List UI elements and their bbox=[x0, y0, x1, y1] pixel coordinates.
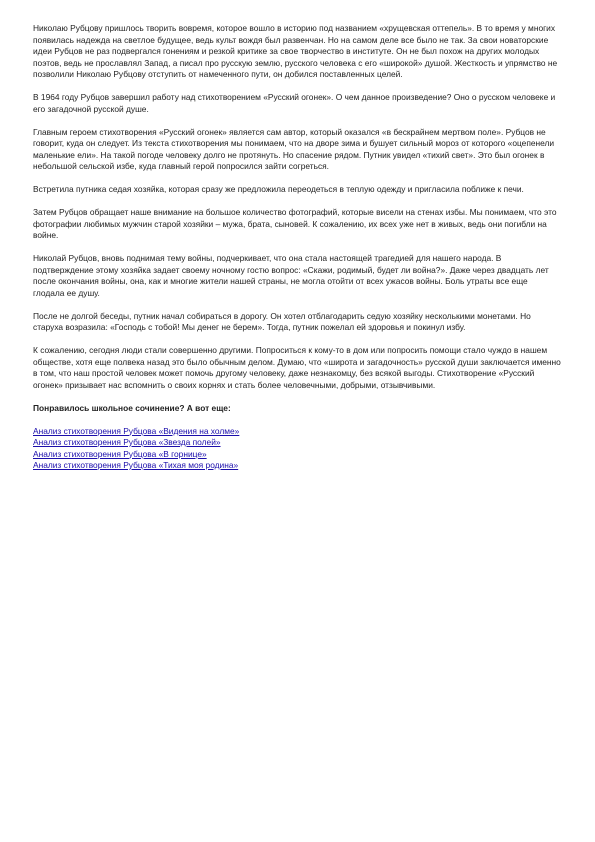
list-item bbox=[33, 460, 561, 472]
paragraph-2: В 1964 году Рубцов завершил работу над стихотворением «Русский огонек». О чем данное произведение? Оно о русском человеке и его загадочной русской душе. bbox=[33, 92, 556, 114]
related-links-list bbox=[33, 426, 561, 472]
paragraph-1: Николаю Рубцову пришлось творить вовремя, которое вошло в историю под названием «хрущевская оттепель». В то время у многих появилась надежда на светлое будущее, ведь культ вождя был развенчан. Но на самом деле все было не так. За свои новаторские идеи Рубцов не раз подвергался гонениям и резкой критике за свое творчество в институте. Он не был похож на других молодых поэтов, ведь не прославлял Запад, а писал про русскую землю, русского человека с его «широкой» душой. Жесткость и упрямство не позволили Николаю Рубцову отступить от намеченного пути, он добился поставленных целей. bbox=[33, 23, 558, 79]
document-page bbox=[33, 23, 561, 472]
related-link-zvezda-poley[interactable]: Анализ стихотворения Рубцова «Звезда полей» bbox=[33, 437, 221, 447]
paragraph-5: Затем Рубцов обращает наше внимание на большое количество фотографий, которые висели на стенах избы. Мы понимаем, что это фотографии любимых мужчин старой хозяйки – мужа, брата, сыновей. К сожалению, их всех уже нет в живых, ведь они погибли на войне. bbox=[33, 207, 557, 240]
paragraph-4: Встретила путника седая хозяйка, которая сразу же предложила переодеться в теплую одежду и пригласила поближе к печи. bbox=[33, 184, 524, 194]
related-heading: Понравилось школьное сочинение? А вот еще: bbox=[33, 402, 231, 413]
list-item bbox=[33, 437, 561, 449]
related-essays bbox=[33, 403, 561, 472]
paragraph-7: После не долгой беседы, путник начал собираться в дорогу. Он хотел отблагодарить седую хозяйку несколькими монетами. Но старуха возразила: «Господь с тобой! Мы денег не берем». Тогда, путник пожелал ей здоровья и покинул избу. bbox=[33, 310, 531, 332]
list-item bbox=[33, 426, 561, 438]
related-link-v-gornitse[interactable]: Анализ стихотворения Рубцова «В горнице» bbox=[33, 448, 207, 459]
paragraph-6: Николай Рубцов, вновь поднимая тему войны, подчеркивает, что она стала настоящей трагедией для нашего народа. В подтверждение этому хозяйка задает своему ночному гостю вопрос: «Скажи, родимый, будет ли война?». Даже через двадцать лет после окончания войны, она, как и многие жители нашей страны, не могла отойти от всех ужасов войны. Боль утраты все еще глодала ее душу. bbox=[33, 253, 549, 298]
related-link-tikhaya-rodina[interactable]: Анализ стихотворения Рубцова «Тихая моя родина» bbox=[33, 460, 239, 470]
paragraph-3: Главным героем стихотворения «Русский огонек» является сам автор, который оказался «в бескрайнем мертвом поле». Рубцов не говорит, куда он следует. Из текста стихотворения мы понимаем, что на дворе зима и бушует сильный мороз от которого «оцепенели маленькие ели». На такой погоде человеку долго не протянуть. Но спасение рядом. Путник увидел «тихий свет». Это был огонек в небольшой сельской избе, куда главный герой попросился зайти согреться. bbox=[33, 126, 555, 171]
paragraph-8: К сожалению, сегодня люди стали совершенно другими. Попроситься к кому-то в дом или попросить помощи стало чуждо в нашем обществе, хотя еще полвека назад это было обычным делом. Думаю, что «широта и загадочность» русской души заключается именно в том, что наш простой человек может помочь другому человеку, даже незнакомцу, без всякой выгоды. Стихотворение «Русский огонек» призывает нас вспомнить о своих корнях и стать более человечными, добрыми, отзывчивыми. bbox=[33, 345, 561, 390]
related-link-videniya[interactable]: Анализ стихотворения Рубцова «Видения на холме» bbox=[33, 425, 240, 436]
list-item bbox=[33, 449, 561, 461]
